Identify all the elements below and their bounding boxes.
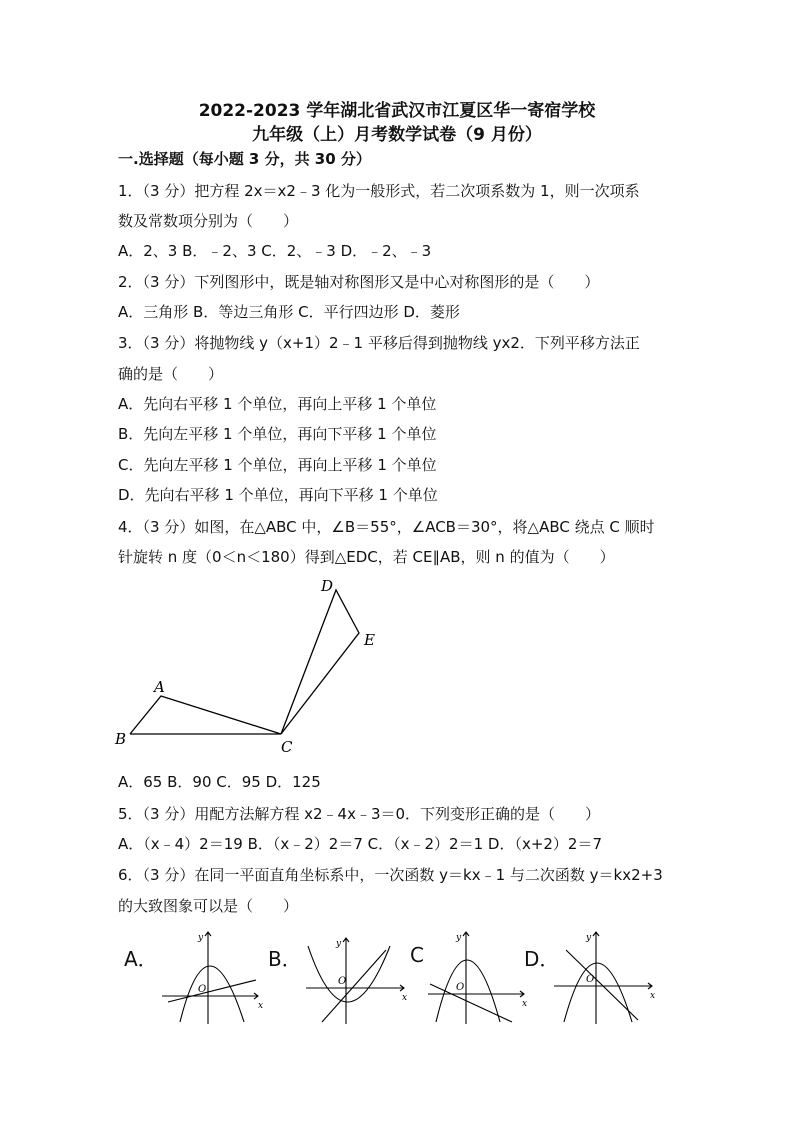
graph-b-axis-x: x [402,993,408,1003]
triangle-abc [130,696,281,734]
question-6-stem-line1: 6．（3 分）在同一平面直角坐标系中，一次函数 y＝kx﹣1 与二次函数 y＝kx2+3 [118,866,663,884]
question-5-stem: 5．（3 分）用配方法解方程 x2﹣4x﹣3＝0．下列变形正确的是（ ） [118,805,601,823]
question-4-stem-line1: 4．（3 分）如图，在△ABC 中，∠B＝55°，∠ACB＝30°，将△ABC 绕点 C 顺时 [118,518,655,536]
question-3-option-b: B．先向左平移 1 个单位，再向下平移 1 个单位 [118,425,437,443]
question-3-option-a: A．先向右平移 1 个单位，再向上平移 1 个单位 [118,395,437,413]
question-3-option-c: C．先向左平移 1 个单位，再向上平移 1 个单位 [118,456,437,474]
label-c: C [281,738,293,756]
question-3-stem-line1: 3．（3 分）将抛物线 y（x+1）2﹣1 平移后得到抛物线 yx2．下列平移方法正 [118,334,640,352]
graph-d-origin: O [586,974,595,985]
graph-a-origin: O [198,984,207,995]
question-3-stem-line2: 确的是（ ） [118,365,224,383]
graph-option-b [302,928,412,1028]
question-2-options: A．三角形 B．等边三角形 C．平行四边形 D．菱形 [118,303,460,321]
graph-d-axis-y: y [586,933,592,943]
question-2-stem: 2．（3 分）下列图形中，既是轴对称图形又是中心对称图形的是（ ） [118,273,600,291]
label-d: D [321,577,334,595]
triangle-edc [281,590,359,734]
graph-b-origin: O [338,976,347,987]
graph-option-b-letter: B． [268,947,302,971]
triangle-rotation-figure [108,572,398,757]
graph-c-origin: O [456,982,465,993]
graph-b-axis-y: y [336,939,342,949]
graph-a-axis-x: x [258,1001,264,1011]
question-1-stem-line1: 1．（3 分）把方程 2x＝x2﹣3 化为一般形式，若二次项系数为 1，则一次项系 [118,182,640,200]
graph-option-a [160,928,270,1028]
graph-option-d [552,928,662,1028]
label-a: A [154,678,165,696]
label-e: E [364,631,375,649]
graph-c-axis-x: x [522,999,528,1009]
question-6-stem-line2: 的大致图象可以是（ ） [118,897,299,915]
question-1-stem-line2: 数及常数项分别为（ ） [118,212,299,230]
question-1-options: A．2、3 B．﹣2、3 C．2、﹣3 D．﹣2、﹣3 [118,242,432,260]
graph-a-axis-y: y [198,933,204,943]
question-3-option-d: D．先向右平移 1 个单位，再向下平移 1 个单位 [118,486,438,504]
question-4-stem-line2: 针旋转 n 度（0＜n＜180）得到△EDC，若 CE∥AB，则 n 的值为（ ） [118,548,615,566]
page-title: 2022-2023 学年湖北省武汉市江夏区华一寄宿学校 [198,101,596,121]
question-5-options: A．（x﹣4）2＝19 B．（x﹣2）2＝7 C．（x﹣2）2＝1 D．（x+2）2＝7 [118,835,603,853]
graph-option-c [426,928,536,1028]
label-b: B [115,730,127,748]
graph-option-a-letter: A． [124,947,158,971]
graph-option-d-letter: D． [524,947,560,971]
question-4-options: A．65 B．90 C．95 D．125 [118,773,321,791]
section-heading: 一.选择题（每小题 3 分，共 30 分） [118,150,371,168]
graph-c-axis-y: y [456,933,462,943]
page-subtitle: 九年级（上）月考数学试卷（9 月份） [252,125,542,145]
graph-option-c-letter: C [410,943,424,967]
graph-d-axis-x: x [650,991,656,1001]
